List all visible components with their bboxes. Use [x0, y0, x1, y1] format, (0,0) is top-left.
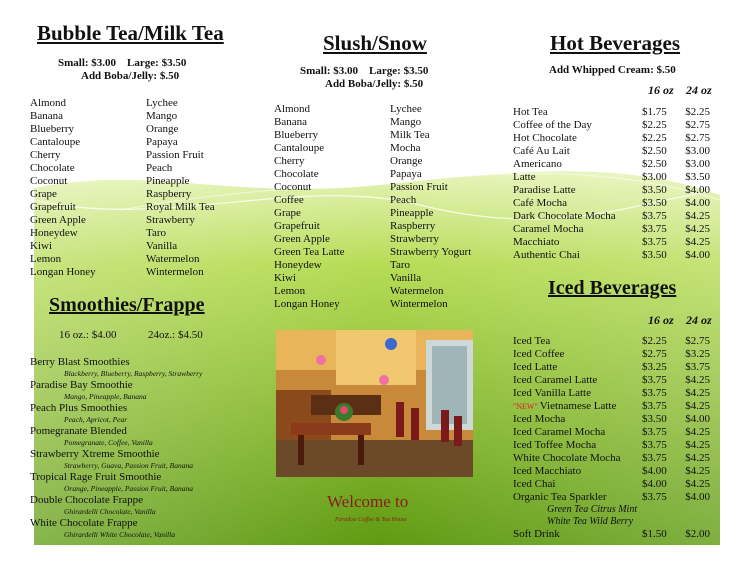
iced-item-name: Iced Tea — [513, 335, 551, 347]
bubble-tea-item: Wintermelon — [146, 266, 204, 278]
hot-item-row — [513, 249, 710, 262]
iced-item-name: Iced Toffee Mocha — [513, 439, 597, 451]
iced-item-row — [513, 439, 710, 452]
iced-item-row — [513, 335, 710, 348]
iced-item-price-24: $4.25 — [685, 465, 710, 477]
bubble-tea-item: Blueberry — [30, 123, 74, 135]
iced-item-price-24: $4.00 — [685, 413, 710, 425]
hot-item-price-16: $3.50 — [642, 197, 667, 209]
iced-item-price-16: $3.75 — [642, 374, 667, 386]
iced-item-row — [513, 387, 710, 400]
hot-item-name: Hot Tea — [513, 106, 548, 118]
iced-item-name: Iced Vanilla Latte — [513, 387, 591, 399]
iced-item-row — [513, 491, 710, 504]
iced-item-name: Iced Coffee — [513, 348, 565, 360]
slush-item: Coconut — [274, 181, 312, 193]
smoothie-name: Tropical Rage Fruit Smoothie — [30, 471, 162, 483]
iced-item-name: Iced Caramel Latte — [513, 374, 598, 386]
bubble-tea-item: Lemon — [30, 253, 62, 265]
slush-item: Mocha — [390, 142, 421, 154]
iced-item-price-16: $3.75 — [642, 400, 667, 412]
smoothie-name: Paradise Bay Smoothie — [30, 379, 133, 391]
iced-item-row — [513, 452, 710, 465]
soft-drink-name: Soft Drink — [513, 528, 560, 540]
slush-item: Grapefruit — [274, 220, 320, 232]
iced-item-name: White Chocolate Mocha — [513, 452, 621, 464]
sparkler-flavor-2: White Tea Wild Berry — [547, 516, 634, 527]
hot-item-row — [513, 210, 710, 223]
hot-item-name: Café Au Lait — [513, 145, 570, 157]
smoothies-title: Smoothies/Frappe — [49, 294, 205, 316]
iced-item-price-24: $3.75 — [685, 361, 710, 373]
new-badge: "NEW" — [513, 402, 540, 411]
bubble-tea-item: Cherry — [30, 149, 61, 161]
bubble-tea-item: Papaya — [146, 136, 178, 148]
smoothie-ingredients: Strawberry, Guava, Passion Fruit, Banana — [64, 461, 193, 470]
smoothie-ingredients: Blackberry, Blueberry, Raspberry, Strawberry — [64, 369, 203, 378]
bubble-tea-item: Coconut — [30, 175, 68, 187]
hot-item-name: Latte — [513, 171, 536, 183]
hot-item-row — [513, 106, 710, 119]
slush-item: Longan Honey — [274, 298, 340, 310]
welcome-subtitle: Paradise Coffee & Tea House — [335, 517, 407, 523]
hot-item-row — [513, 197, 710, 210]
iced-item-price-24: $4.25 — [685, 478, 710, 490]
iced-item-row — [513, 478, 710, 491]
hot-item-price-16: $2.50 — [642, 158, 667, 170]
hot-item-row — [513, 132, 710, 145]
hot-item-price-24: $3.00 — [685, 145, 710, 157]
hot-item-price-24: $3.00 — [685, 158, 710, 170]
hot-item-price-24: $4.25 — [685, 223, 710, 235]
iced-size-16: 16 oz — [648, 313, 674, 327]
hot-item-row — [513, 119, 710, 132]
slush-item: Watermelon — [390, 285, 444, 297]
bubble-tea-item: Cantaloupe — [30, 136, 81, 148]
iced-item-row — [513, 400, 710, 413]
smoothies-price-24: 24oz.: $4.50 — [148, 329, 203, 341]
bubble-tea-item: Chocolate — [30, 162, 75, 174]
smoothies-list — [30, 356, 202, 540]
iced-item-price-16: $3.75 — [642, 452, 667, 464]
hot-item-name: Coffee of the Day — [513, 119, 592, 131]
hot-item-price-16: $3.50 — [642, 184, 667, 196]
hot-item-price-24: $2.75 — [685, 132, 710, 144]
iced-item-row — [513, 413, 710, 426]
hot-item-price-16: $2.50 — [642, 145, 667, 157]
slush-item: Almond — [274, 103, 311, 115]
bubble-tea-item: Pineapple — [146, 175, 190, 187]
slush-item: Taro — [390, 259, 410, 271]
slush-item: Strawberry — [390, 233, 439, 245]
iced-item-name: Iced Latte — [513, 361, 558, 373]
iced-item-name: Iced Caramel Mocha — [513, 426, 606, 438]
bubble-tea-item: Strawberry — [146, 214, 195, 226]
iced-item-price-16: $3.75 — [642, 387, 667, 399]
hot-item-price-24: $4.25 — [685, 236, 710, 248]
iced-item-price-16: $4.00 — [642, 478, 667, 490]
iced-item-name: Iced Mocha — [513, 413, 566, 425]
bubble-tea-item: Mango — [146, 110, 178, 122]
slush-item: Kiwi — [274, 272, 296, 284]
iced-item-row — [513, 426, 710, 439]
slush-item: Strawberry Yogurt — [390, 246, 472, 258]
slush-item: Peach — [390, 194, 417, 206]
iced-item-price-16: $3.50 — [642, 413, 667, 425]
bubble-tea-item: Green Apple — [30, 214, 86, 226]
slush-item: Lemon — [274, 285, 306, 297]
hot-item-price-16: $3.00 — [642, 171, 667, 183]
hot-item-name: Macchiato — [513, 236, 560, 248]
bubble-tea-item: Grapefruit — [30, 201, 76, 213]
slush-prices: Small: $3.00 Large: $3.50 — [300, 65, 429, 77]
hot-item-price-24: $4.25 — [685, 210, 710, 222]
bubble-tea-item: Raspberry — [146, 188, 192, 200]
bubble-tea-item: Almond — [30, 97, 67, 109]
slush-item: Pineapple — [390, 207, 434, 219]
slush-item: Lychee — [390, 103, 422, 115]
bubble-tea-title: Bubble Tea/Milk Tea — [37, 21, 224, 45]
hot-item-price-24: $2.75 — [685, 119, 710, 131]
slush-item: Orange — [390, 155, 423, 167]
iced-item-price-24: $4.25 — [685, 439, 710, 451]
iced-item-price-16: $3.75 — [642, 439, 667, 451]
bubble-tea-item: Vanilla — [146, 240, 178, 252]
bubble-tea-item: Grape — [30, 188, 57, 200]
iced-item-row — [513, 374, 710, 387]
iced-size-24: 24 oz — [686, 313, 712, 327]
smoothie-name: Peach Plus Smoothies — [30, 402, 128, 414]
iced-item-price-24: $4.25 — [685, 400, 710, 412]
slush-item: Banana — [274, 116, 307, 128]
soft-drink-price-16: $1.50 — [642, 528, 667, 540]
hot-beverages-addon: Add Whipped Cream: $.50 — [549, 64, 676, 76]
smoothie-ingredients: Mango, Pineapple, Banana — [64, 392, 147, 401]
bubble-tea-item: Lychee — [146, 97, 178, 109]
iced-beverages-title: Iced Beverages — [548, 277, 677, 299]
iced-item-price-24: $2.75 — [685, 335, 710, 347]
smoothie-ingredients: Peach, Apricot, Pear — [64, 415, 128, 424]
hot-beverages-list — [513, 106, 710, 262]
iced-item-price-24: $4.00 — [685, 491, 710, 503]
iced-item-name: Organic Tea Sparkler — [513, 491, 607, 503]
iced-item-name: Iced Chai — [513, 478, 556, 490]
hot-item-name: Authentic Chai — [513, 249, 580, 261]
slush-item: Cherry — [274, 155, 305, 167]
iced-beverages-list — [513, 335, 710, 504]
hot-item-row — [513, 171, 710, 184]
smoothie-ingredients: Pomegranate, Coffee, Vanilla — [64, 438, 153, 447]
hot-item-price-16: $2.25 — [642, 132, 667, 144]
hot-item-name: Hot Chocolate — [513, 132, 577, 144]
iced-item-price-24: $4.25 — [685, 426, 710, 438]
bubble-tea-item: Longan Honey — [30, 266, 96, 278]
hot-item-price-16: $2.25 — [642, 119, 667, 131]
hot-item-row — [513, 158, 710, 171]
smoothie-ingredients: Ghirardelli Chocolate, Vanilla — [64, 507, 156, 516]
hot-size-16: 16 oz — [648, 83, 674, 97]
bubble-tea-item: Peach — [146, 162, 173, 174]
slush-item: Mango — [390, 116, 422, 128]
hot-item-name: Dark Chocolate Mocha — [513, 210, 616, 222]
iced-item-price-16: $3.75 — [642, 491, 667, 503]
iced-item-price-16: $2.25 — [642, 335, 667, 347]
smoothie-name: White Chocolate Frappe — [30, 517, 138, 529]
slush-item: Wintermelon — [390, 298, 448, 310]
soft-drink-price-24: $2.00 — [685, 528, 710, 540]
hot-item-price-16: $3.75 — [642, 236, 667, 248]
bubble-tea-item: Kiwi — [30, 240, 52, 252]
hot-beverages-title: Hot Beverages — [550, 31, 681, 55]
slush-item: Passion Fruit — [390, 181, 448, 193]
hot-item-name: Americano — [513, 158, 562, 170]
welcome-title: Welcome to — [327, 492, 409, 511]
slush-list-2 — [390, 103, 471, 311]
bubble-tea-item: Taro — [146, 227, 166, 239]
iced-item-price-24: $4.25 — [685, 374, 710, 386]
iced-item-price-16: $4.00 — [642, 465, 667, 477]
hot-item-price-16: $3.75 — [642, 223, 667, 235]
iced-item-name: "NEW" Vietnamese Latte — [513, 400, 617, 412]
hot-item-row — [513, 223, 710, 236]
hot-item-name: Caramel Mocha — [513, 223, 584, 235]
iced-item-price-24: $4.25 — [685, 452, 710, 464]
iced-item-row — [513, 361, 710, 374]
smoothie-name: Berry Blast Smoothies — [30, 356, 130, 368]
slush-addon: Add Boba/Jelly: $.50 — [325, 78, 424, 90]
iced-item-price-24: $4.25 — [685, 387, 710, 399]
soft-drink-row — [513, 528, 710, 541]
bubble-tea-item: Orange — [146, 123, 179, 135]
slush-item: Milk Tea — [390, 129, 430, 141]
hot-item-price-16: $1.75 — [642, 106, 667, 118]
iced-item-price-16: $2.75 — [642, 348, 667, 360]
slush-item: Grape — [274, 207, 301, 219]
sparkler-flavor-1: Green Tea Citrus Mint — [547, 504, 638, 515]
slush-item: Vanilla — [390, 272, 422, 284]
hot-item-price-24: $4.00 — [685, 249, 710, 261]
smoothie-name: Pomegranate Blended — [30, 425, 127, 437]
slush-item: Green Tea Latte — [274, 246, 345, 258]
smoothie-name: Strawberry Xtreme Smoothie — [30, 448, 160, 460]
slush-item: Blueberry — [274, 129, 318, 141]
bubble-tea-item: Banana — [30, 110, 63, 122]
bubble-tea-item: Passion Fruit — [146, 149, 204, 161]
bubble-tea-list-2 — [146, 97, 215, 279]
bubble-tea-prices: Small: $3.00 Large: $3.50 — [58, 57, 187, 69]
hot-item-price-24: $3.50 — [685, 171, 710, 183]
bubble-tea-list-1 — [30, 97, 96, 279]
slush-item: Chocolate — [274, 168, 319, 180]
hot-item-price-24: $4.00 — [685, 197, 710, 209]
hot-item-row — [513, 184, 710, 197]
smoothies-price-16: 16 oz.: $4.00 — [59, 329, 117, 341]
hot-item-price-16: $3.75 — [642, 210, 667, 222]
bubble-tea-item: Honeydew — [30, 227, 78, 239]
hot-item-price-24: $4.00 — [685, 184, 710, 196]
bubble-tea-item: Royal Milk Tea — [146, 201, 215, 213]
slush-item: Honeydew — [274, 259, 322, 271]
cafe-photo — [276, 330, 473, 477]
slush-item: Cantaloupe — [274, 142, 325, 154]
slush-title: Slush/Snow — [323, 31, 427, 55]
iced-item-price-16: $3.25 — [642, 361, 667, 373]
iced-item-name: Iced Macchiato — [513, 465, 582, 477]
iced-item-row — [513, 465, 710, 478]
slush-item: Green Apple — [274, 233, 330, 245]
bubble-tea-addon: Add Boba/Jelly: $.50 — [81, 70, 180, 82]
smoothie-ingredients: Ghirardelli White Chocolate, Vanilla — [64, 530, 175, 539]
bubble-tea-item: Watermelon — [146, 253, 200, 265]
hot-size-24: 24 oz — [686, 83, 712, 97]
hot-item-name: Café Mocha — [513, 197, 568, 209]
smoothie-ingredients: Orange, Pineapple, Passion Fruit, Banana — [64, 484, 193, 493]
slush-item: Papaya — [390, 168, 422, 180]
slush-item: Raspberry — [390, 220, 436, 232]
iced-item-row — [513, 348, 710, 361]
slush-list-1 — [274, 103, 345, 311]
hot-item-row — [513, 236, 710, 249]
hot-item-price-16: $3.50 — [642, 249, 667, 261]
hot-item-row — [513, 145, 710, 158]
slush-item: Coffee — [274, 194, 304, 206]
smoothie-name: Double Chocolate Frappe — [30, 494, 144, 506]
iced-item-price-16: $3.75 — [642, 426, 667, 438]
hot-item-name: Paradise Latte — [513, 184, 576, 196]
hot-item-price-24: $2.25 — [685, 106, 710, 118]
iced-item-price-24: $3.25 — [685, 348, 710, 360]
